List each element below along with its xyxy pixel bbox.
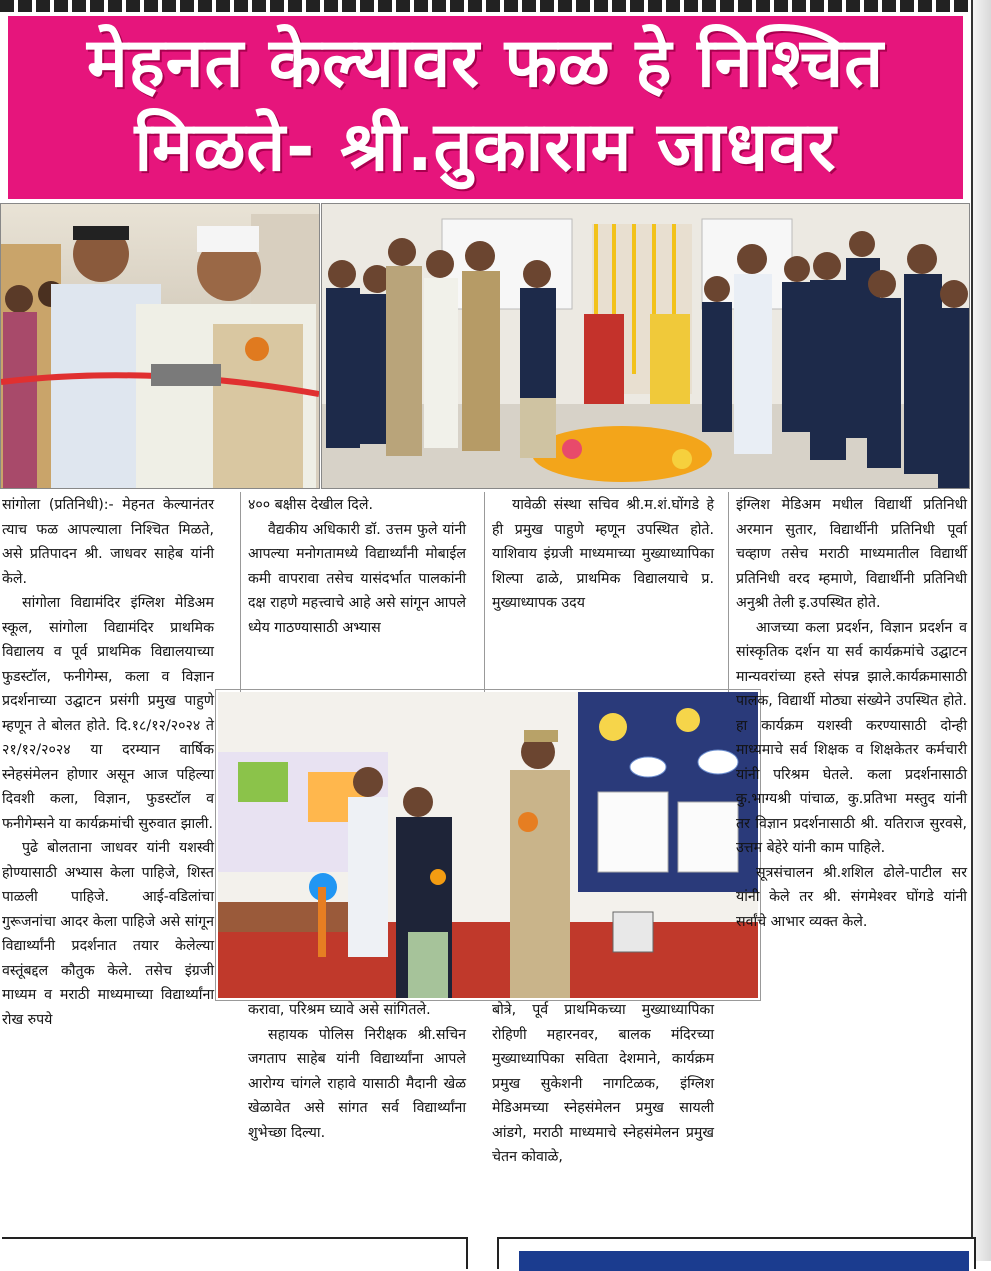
headline-line-2: मिळते- श्री.तुकाराम जाधवर <box>134 108 837 187</box>
headline-banner <box>8 16 963 199</box>
article-column-2-bottom <box>248 998 466 1145</box>
article-column-3-bottom <box>492 998 714 1170</box>
article-paragraph: सहायक पोलिस निरीक्षक श्री.सचिन जगताप साहेब यांनी विद्यार्थ्यांना आपले आरोग्य चांगले राहावे यासाठी मैदानी खेळ खेळावेत असे सांगत सर्व विद्यार्थ्यांना शुभेच्छा दिल्या. <box>248 1026 466 1141</box>
top-border-strip <box>0 0 991 12</box>
article-paragraph: इंग्लिश मेडिअम मधील विद्यार्थी प्रतिनिधी अरमान सुतार, विद्यार्थीनी प्रतिनिधी पूर्वा चव्हाण तसेच मराठी माध्यमातील विद्यार्थी प्रतिनिधी वरद म्हमाणे, विद्यार्थीनी प्रतिनिधी अनुश्री तेली इ.उपस्थित होते. <box>736 497 967 611</box>
article-paragraph: आजच्या कला प्रदर्शन, विज्ञान प्रदर्शन व सांस्कृतिक दर्शन या सर्व कार्यक्रमांचे उद्घाटन मान्यवरांच्या हस्ते संपन्न झाले.कार्यक्रमासाठी पालक, विद्यार्थी मोठ्या संख्येने उपस्थित होते. हा कार्यक्रम यशस्वी करण्यासाठी दोन्ही माध्यमाचे सर्व शिक्षक व शिक्षकेतर कर्मचारी यांनी परिश्रम घेतले. कला प्रदर्शनासाठी कु.भाग्यश्री पांचाळ, कु.प्रतिभा मस्तुद यांनी तर विज्ञान प्रदर्शनासाठी श्री. यतिराज सुरवसे, उत्तम बेहेरे यांनी काम पाहिले. <box>736 619 967 856</box>
group-guests-photo <box>321 203 970 489</box>
article-column-1 <box>2 493 214 1032</box>
ribbon-cutting-photo <box>0 203 320 489</box>
right-page-edge <box>971 0 991 1261</box>
article-paragraph: करावा, परिश्रम घ्यावे असे सांगितले. <box>248 1002 431 1018</box>
article-paragraph: वैद्यकीय अधिकारी डॉ. उत्तम फुले यांनी आपल्या मनोगतामध्ये विद्यार्थ्यांनी मोबाईल कमी वापरावा तसेच यासंदर्भात पालकांनी दक्ष राहणे महत्त्वाचे आहे असे सांगून आपले ध्येय गाठण्यासाठी अभ्यास <box>248 521 466 636</box>
article-column-2-top <box>248 493 466 640</box>
exhibition-visit-photo <box>216 690 760 1000</box>
article-paragraph: पुढे बोलताना जाधवर यांनी यशस्वी होण्यासाठी अभ्यास केला पाहिजे, शिस्त पाळली पाहिजे. आई-वडिलांचा गुरूजनांचा आदर केला पाहिजे असे सांगून विद्यार्थ्यांनी प्रदर्शनात तयार केलेल्या वस्तूंबद्दल कौतुक केले. तसेच इंग्रजी माध्यम व मराठी माध्यमाच्या विद्यार्थ्यांना रोख रुपये <box>2 840 214 1028</box>
ribbon-cutting-illustration <box>1 204 319 488</box>
article-column-4 <box>736 493 967 934</box>
article-paragraph: सूत्रसंचालन श्री.शशिल ढोले-पाटील सर यांनी केले तर श्री. संगमेश्वर घोंगडे यांनी सर्वांचे आभार व्यक्त केले. <box>736 864 967 930</box>
next-article-frame-left <box>2 1237 468 1269</box>
group-guests-illustration <box>322 204 969 488</box>
exhibition-visit-illustration <box>218 692 758 998</box>
column-divider <box>240 492 241 692</box>
article-paragraph: सांगोला (प्रतिनिधी):- मेहनत केल्यानंतर त्याच फळ आपल्याला निश्चित मिळते, असे प्रतिपादन श्री. जाधवर साहेब यांनी केले. <box>2 497 214 587</box>
column-divider <box>484 492 485 692</box>
article-paragraph: सांगोला विद्यामंदिर इंग्लिश मेडिअम स्कूल, सांगोला विद्यामंदिर प्राथमिक विद्यालय व पूर्व प्राथमिक विद्यालयाच्या फुडस्टॉल, फनीगेम्स, कला व विज्ञान प्रदर्शनाच्या उद्घाटन प्रसंगी प्रमुख पाहुणे म्हणून ते बोलत होते. दि.१८/१२/२०२४ ते २१/१२/२०२४ या दरम्यान वार्षिक स्नेहसंमेलन होणार असून आज पहिल्या दिवशी कला, विज्ञान, फुडस्टॉल व फनीगेम्सने या कार्यक्रमांची सुरुवात झाली. <box>2 595 214 832</box>
next-article-frame-right <box>497 1237 976 1269</box>
column-divider <box>728 492 729 692</box>
article-paragraph: यावेळी संस्था सचिव श्री.म.शं.घोंगडे हे ही प्रमुख पाहुणे म्हणून उपस्थित होते. याशिवाय इंग्रजी माध्यमाच्या मुख्याध्यापिका शिल्पा ढाळे, प्राथमिक विद्यालयाचे प्र. मुख्याध्यापक उदय <box>492 497 714 611</box>
next-article-headline-bar <box>519 1251 969 1271</box>
article-column-3-top <box>492 493 714 616</box>
headline-line-1: मेहनत केल्यावर फळ हे निश्चित <box>87 24 884 103</box>
article-paragraph: बोत्रे, पूर्व प्राथमिकच्या मुख्याध्यापिका रोहिणी महारनवर, बालक मंदिरच्या मुख्याध्यापिका सविता देशमाने, कार्यक्रम प्रमुख सुकेशनी नागटिळक, इंग्लिश मेडिअमच्या स्नेहसंमेलन प्रमुख सायली आंडगे, मराठी माध्यमाचे स्नेहसंमेलन प्रमुख चेतन कोवाळे, <box>492 1002 714 1165</box>
article-paragraph: ४०० बक्षीस देखील दिले. <box>248 497 373 513</box>
